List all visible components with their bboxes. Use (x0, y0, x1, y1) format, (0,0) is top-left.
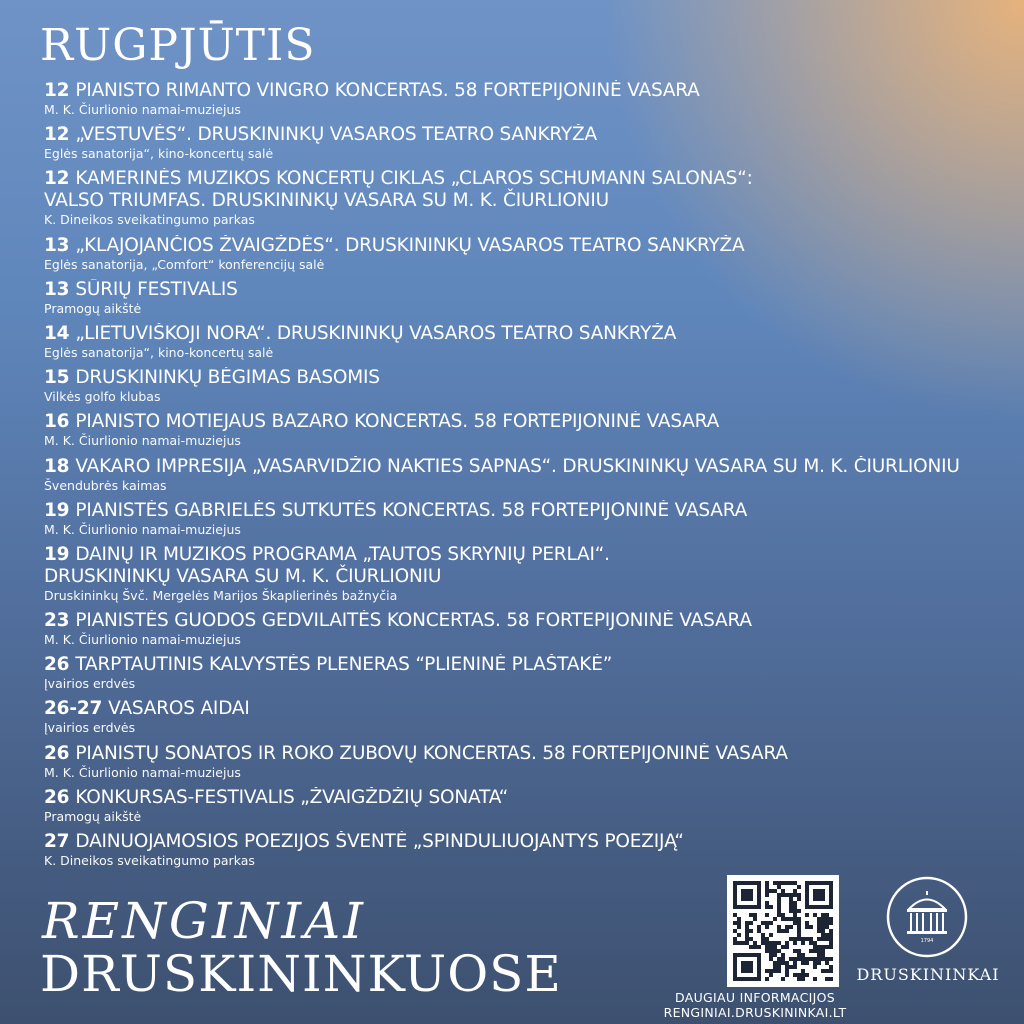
event-place: K. Dineikos sveikatingumo parkas (44, 853, 255, 868)
brand-name: DRUSKININKAI (856, 965, 1000, 984)
event-title: „LIETUVIŠKOJI NORA“. DRUSKININKŲ VASAROS TEATRO SANKRYŽA (75, 322, 677, 344)
event-place: Įvairios erdvės (44, 676, 136, 692)
event-title: DRUSKININKŲ BĖGIMAS BASOMIS (75, 367, 380, 389)
event-item[interactable] (44, 124, 1014, 168)
event-day: 19 (44, 543, 70, 565)
event-day: 26 (44, 654, 70, 676)
event-day: 12 (44, 168, 70, 190)
event-title: PIANISTĖS GABRIELĖS SUTKUTĖS KONCERTAS. 58 FORTEPIJONINĖ VASARA (75, 499, 748, 521)
event-item[interactable] (44, 544, 1014, 610)
event-item[interactable] (44, 80, 1014, 124)
logo-ring (888, 878, 966, 956)
event-title: DAINUOJAMOSIOS POEZIJOS ŠVENTĖ „SPINDULIUOJANTYS POEZIJĄ“ (75, 831, 684, 852)
more-info-label: DAUGIAU INFORMACIJOS (675, 990, 835, 1005)
event-place: Eglės sanatorija“, kino-koncertų salė (44, 146, 274, 162)
event-item[interactable] (44, 654, 1014, 698)
event-day: 19 (44, 499, 70, 521)
event-day: 18 (44, 455, 70, 477)
event-place: Druskininkų Švč. Mergelės Marijos Škaplierinės bažnyčia (44, 587, 398, 603)
event-item[interactable] (44, 787, 1014, 831)
event-day: 23 (44, 610, 70, 632)
logo-year: 1794 (920, 938, 934, 944)
event-item[interactable] (44, 323, 1014, 367)
event-place: M. K. Čiurlionio namai-muziejus (44, 102, 241, 117)
logo-base (907, 931, 947, 934)
event-title: PIANISTO MOTIEJAUS BAZARO KONCERTAS. 58 FORTEPIJONINĖ VASARA (75, 411, 720, 433)
event-day: 12 (44, 80, 70, 101)
event-place: Eglės sanatorija, „Comfort“ konferencijų salė (44, 256, 325, 272)
event-day: 14 (44, 322, 70, 344)
website-link[interactable]: RENGINIAI.DRUSKININKAI.LT (663, 1005, 847, 1020)
event-place: Pramogų aikštė (44, 300, 142, 316)
event-item[interactable] (44, 235, 1014, 279)
promo-title-line2: DRUSKININKUOSE (40, 945, 562, 1003)
qr-code[interactable] (727, 875, 839, 987)
event-day: 16 (44, 411, 70, 433)
event-title: PIANISTŲ SONATOS IR ROKO ZUBOVŲ KONCERTAS. 58 FORTEPIJONINĖ VASARA (75, 742, 788, 764)
event-item[interactable] (44, 367, 1014, 411)
event-place: M. K. Čiurlionio namai-muziejus (44, 764, 241, 780)
rotunda-icon (886, 876, 968, 958)
event-day: 13 (44, 234, 70, 256)
month-heading: RUGPJŪTIS (40, 20, 316, 71)
event-place: Švendubrės kaimas (44, 477, 167, 493)
event-title: TARPTAUTINIS KALVYSTĖS PLENERAS “PLIENINĖ PLAŠTAKĖ” (75, 654, 613, 676)
event-list (44, 80, 1014, 875)
event-place: Įvairios erdvės (44, 720, 136, 736)
logo-dome (909, 900, 945, 910)
event-item[interactable] (44, 168, 1014, 234)
event-title: „KLAJOJANČIOS ŽVAIGŽDĖS“. DRUSKININKŲ VASAROS TEATRO SANKRYŽA (75, 234, 745, 256)
event-day: 15 (44, 367, 70, 389)
event-title: SŪRIŲ FESTIVALIS (75, 278, 238, 300)
event-item[interactable] (44, 743, 1014, 787)
event-day: 26 (44, 742, 70, 764)
event-place: Eglės sanatorija“, kino-koncertų salė (44, 344, 274, 360)
event-title: KAMERINĖS MUZIKOS KONCERTŲ CIKLAS „CLAROS SCHUMANN SALONAS“: VALSO TRIUMFAS. DRUSKININKŲ VASARA SU M. K. ČIURLIONIU (44, 168, 753, 212)
event-place: Pramogų aikštė (44, 808, 142, 824)
event-title: DAINŲ IR MUZIKOS PROGRAMA „TAUTOS SKRYNIŲ PERLAI“. DRUSKININKŲ VASARA SU M. K. ČIURLIONIU (44, 543, 610, 587)
event-place: M. K. Čiurlionio namai-muziejus (44, 521, 241, 537)
event-item[interactable] (44, 411, 1014, 455)
more-info[interactable] (660, 990, 850, 1020)
event-day: 13 (44, 278, 70, 300)
event-day: 27 (44, 831, 70, 852)
event-day: 12 (44, 124, 70, 146)
event-day: 26 (44, 786, 70, 808)
event-item[interactable] (44, 698, 1014, 742)
event-place: M. K. Čiurlionio namai-muziejus (44, 632, 241, 648)
event-place: K. Dineikos sveikatingumo parkas (44, 212, 255, 228)
event-title: KONKURSAS-FESTIVALIS „ŽVAIGŽDŽIŲ SONATA“ (75, 786, 509, 808)
event-place: M. K. Čiurlionio namai-muziejus (44, 433, 241, 449)
event-item[interactable] (44, 279, 1014, 323)
logo-columns (911, 913, 943, 931)
event-title: VAKARO IMPRESIJA „VASARVIDŽIO NAKTIES SAPNAS“. DRUSKININKŲ VASARA SU M. K. ČIURLIONIU (75, 455, 960, 477)
event-item[interactable] (44, 456, 1014, 500)
promo-title-line1: RENGINIAI (42, 892, 366, 950)
event-title: PIANISTĖS GUODOS GEDVILAITĖS KONCERTAS. 58 FORTEPIJONINĖ VASARA (75, 610, 752, 632)
event-day: 26-27 (44, 698, 103, 720)
event-title: VASAROS AIDAI (108, 698, 250, 720)
event-title: PIANISTO RIMANTO VINGRO KONCERTAS. 58 FORTEPIJONINĖ VASARA (75, 80, 700, 101)
event-item[interactable] (44, 831, 1014, 875)
event-title: „VESTUVĖS“. DRUSKININKŲ VASAROS TEATRO SANKRYŽA (75, 124, 597, 146)
event-item[interactable] (44, 610, 1014, 654)
event-item[interactable] (44, 500, 1014, 544)
event-place: Vilkės golfo klubas (44, 389, 161, 405)
logo-cornice (907, 909, 947, 912)
